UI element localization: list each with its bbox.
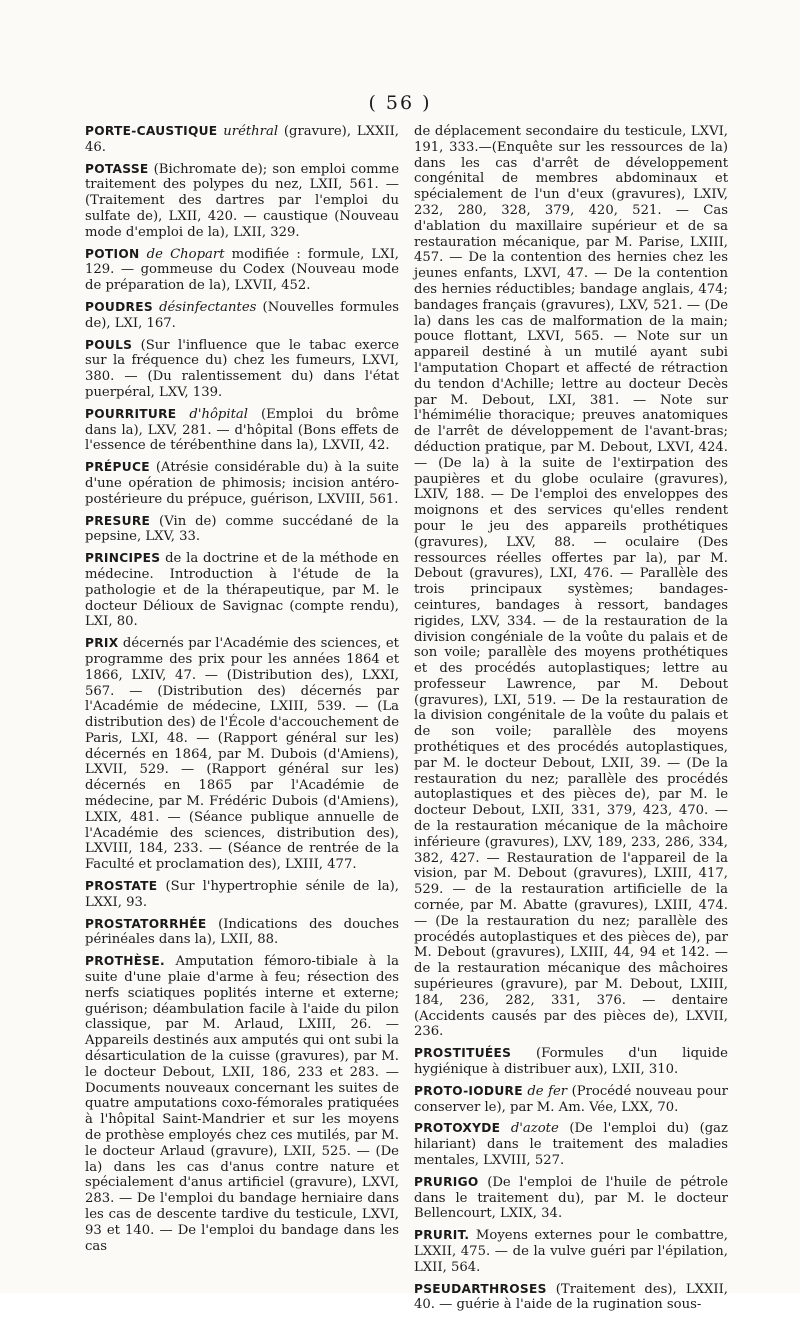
entry-text: (Nouvelles formules de), LXI, 167.	[85, 299, 399, 331]
entry-qualifier: désinfectantes	[159, 299, 257, 315]
entry-headword: POTASSE	[85, 161, 149, 176]
entry-headword: PROSTATE	[85, 879, 158, 894]
entry-headword: PRURIT.	[414, 1228, 470, 1243]
entry-text: (Emploi du brôme dans la), LXV, 281. — d'hôpital (Bons effets de l'essence de térébenthine dans la), LXVII, 42.	[85, 406, 399, 454]
index-entry	[85, 338, 399, 401]
index-entry	[85, 954, 399, 1254]
entry-text: (Vin de) comme succédané de la pepsine, LXV, 33.	[85, 513, 399, 545]
entry-headword: POURRITURE	[85, 406, 177, 421]
right-column	[414, 124, 728, 1319]
index-entry	[85, 514, 399, 546]
left-column	[85, 124, 399, 1260]
entry-text: Amputation fémoro-tibiale à la suite d'une plaie d'arme à feu; résection des nerfs sciatiques poplités interne et externe; guérison; déambulation facile à l'aide du pilon classique, par M. Arlaud, LXIII, 26. — Appareils destinés aux amputés qui ont subi la désarticulation de la cuisse (gravures), par M. le docteur Debout, LXII, 186, 233 et 283. — Documents nouveaux concernant les suites de quatre amputations coxo-fémorales pratiquées à l'hôpital Saint-Mandrier et sur les moyens de prothèse employés chez ces mutilés, par M. le docteur Arlaud (gravure), LXII, 525. — (De la) dans les cas d'anus contre nature et spécialement d'anus artificiel (gravure), LXVI, 283. — De l'emploi du bandage herniaire dans les cas de descente tardive du testicule, LXVI, 93 et 140. — De l'emploi du bandage dans les cas	[85, 954, 400, 1254]
entry-headword: PRURIGO	[414, 1174, 479, 1189]
entry-qualifier: uréthral	[223, 124, 279, 139]
index-entry	[85, 247, 399, 294]
entry-headword: PROSTATORRHÉE	[85, 916, 207, 931]
entry-text: de déplacement secondaire du testicule, LXVI, 191, 333.—(Enquête sur les ressources de la) dans les cas d'arrêt de développement congénital de membres abdominaux et spécialement de l'un d'eux (gravures), LXIV, 232, 280, 328, 379, 420, 521. — Cas d'ablation du maxillaire supérieur et de sa restauration mécanique, par M. Parise, LXIII, 457. — De la contention des hernies chez les jeunes enfants, LXVI, 47. — De la contention des hernies réductibles; bandage anglais, 474; bandages français (gravures), LXV, 521. — (De la) dans les cas de malformation de la main; pouce flottant, LXVI, 565. — Note sur un appareil destiné à un mutilé ayant subi l'amputation Chopart et affecté de rétraction du tendon d'Achille; lettre au docteur Decès par M. Debout, LXI, 381. — Note sur l'hémimélie thoracique; preuves anatomiques de l'arrêt de développement de l'avant-bras; déduction pratique, par M. Debout, LXVI, 424. — (De la) à la suite de l'extirpation des paupières et du globe oculaire (gravures), LXIV, 188. — De l'emploi des enveloppes des moignons et des services qu'elles rendent pour le jeu des appareils prothétiques (gravures), LXV, 88. — oculaire (Des ressources réelles offertes par la), par M. Debout (gravures), LXI, 476. — Parallèle des trois principaux systèmes; bandages-ceintures, bandages à ressort, bandages rigides, LXV, 334. — de la restauration de la division congéniale de la voûte du palais et de son voile; parallèle des moyens prothétiques et des procédés autoplastiques; lettre au professeur Lawrence, par M. Debout (gravures), LXI, 519. — De la restauration de la division congénitale de la voûte du palais et de son voile; parallèle des moyens prothétiques et des procédés autoplastiques, par M. le docteur Debout, LXII, 39. — (De la restauration du nez; parallèle des procédés autoplastiques et des pièces de), par M. le docteur Debout, LXII, 331, 379, 423, 470. — de la restauration mécanique de la mâchoire inférieure (gravures), LXV, 189, 233, 286, 334, 382, 427. — Restauration de l'appareil de la vision, par M. Debout (gravures), LXIII, 417, 529. — de la restauration artificielle de la cornée, par M. Abatte (gravures), LXIII, 474. — (De la restauration du nez; parallèle des procédés autoplastiques et des pièces de), par M. Debout (gravures), LXIII, 44, 94 et 142. — de la restauration mécanique des mâchoires supérieures (gravure), par M. Debout, LXIII, 184, 236, 282, 331, 376. — dentaire (Accidents causés par des pièces de), LXVII, 236.	[414, 124, 728, 1040]
entry-headword: PROTHÈSE.	[85, 954, 165, 969]
entry-qualifier: de Chopart	[146, 246, 225, 262]
index-entry-continued	[414, 124, 728, 1040]
index-entry	[414, 1282, 728, 1314]
entry-headword: PSEUDARTHROSES	[414, 1281, 547, 1296]
index-entry	[414, 1084, 728, 1116]
entry-headword: PROSTITUÉES	[414, 1046, 512, 1061]
index-entry	[85, 551, 399, 630]
entry-headword: PROTO-IODURE	[414, 1083, 523, 1098]
entry-headword: PROTOXYDE	[414, 1121, 501, 1136]
entry-headword: PRÉPUCE	[85, 460, 150, 475]
index-entry	[85, 407, 399, 454]
index-entry	[414, 1121, 728, 1168]
entry-headword: PRINCIPES	[85, 551, 161, 566]
entry-text: (Sur l'influence que le tabac exerce sur la fréquence du) chez les fumeurs, LXVI, 380. — (Du ralentissement du) dans l'état puerpéral, LXV, 139.	[85, 337, 399, 400]
entry-headword: POTION	[85, 246, 140, 261]
entry-headword: PORTE-CAUSTIQUE	[85, 124, 218, 138]
entry-text: (Procédé nouveau pour conserver le), par M. Am. Vée, LXX, 70.	[414, 1083, 728, 1115]
entry-qualifier: de fer	[527, 1083, 568, 1099]
entry-text: (De l'emploi de l'huile de pétrole dans le traitement du), par M. le docteur Bellencourt, LXIX, 34.	[414, 1174, 728, 1222]
index-entry	[85, 917, 399, 949]
index-entry	[85, 300, 399, 332]
entry-qualifier: d'hôpital	[189, 406, 248, 422]
page-number: ( 56 )	[368, 92, 432, 114]
index-entry	[414, 1046, 728, 1078]
entry-text: (Atrésie considérable du) à la suite d'une opération de phimosis; incision antéro-postérieure du prépuce, guérison, LXVIII, 561.	[85, 460, 399, 507]
entry-text: (Indications des douches périnéales dans la), LXII, 88.	[85, 916, 399, 948]
entry-text: (Sur l'hypertrophie sénile de la), LXXI, 93.	[85, 879, 399, 910]
entry-headword: POULS	[85, 337, 133, 352]
entry-text: (gravure), LXXII, 46.	[85, 124, 399, 155]
index-entry	[85, 124, 399, 156]
entry-text: Moyens externes pour le combattre, LXXII, 475. — de la vulve guéri par l'épilation, LXII, 564.	[414, 1228, 728, 1275]
entry-text: (Bichromate de); son emploi comme traitement des polypes du nez, LXII, 561. — (Traitement des dartres par l'emploi du sulfate de), LXII, 420. — caustique (Nouveau mode d'emploi de la), LXII, 329.	[85, 161, 399, 240]
index-entry	[85, 879, 399, 911]
entry-text: de la doctrine et de la méthode en médecine. Introduction à l'étude de la pathologie et de la thérapeutique, par M. le docteur Délioux de Savignac (compte rendu), LXI, 80.	[85, 551, 399, 630]
entry-headword: PRIX	[85, 636, 119, 651]
entry-text: (Formules d'un liquide hygiénique à distribuer aux), LXII, 310.	[414, 1046, 728, 1078]
entry-text: (De l'emploi du) (gaz hilariant) dans le traitement des maladies mentales, LXVIII, 527.	[414, 1121, 728, 1168]
index-entry	[85, 460, 399, 507]
entry-text: décernés par l'Académie des sciences, et programme des prix pour les années 1864 et 1866, LXIV, 47. — (Distribution des), LXXI, 567. — (Distribution des) décernés par l'Académie de médecine, LXIII, 539. — (La distribution des) de l'École d'accouchement de Paris, LXI, 48. — (Rapport général sur les) décernés en 1864, par M. Dubois (d'Amiens), LXVII, 529. — (Rapport général sur les) décernés en 1865 par l'Académie de médecine, par M. Frédéric Dubois (d'Amiens), LXIX, 481. — (Séance publique annuelle de l'Académie des sciences, distribution des), LXVIII, 184, 233. — (Séance de rentrée de la Faculté et proclamation des), LXIII, 477.	[85, 636, 399, 873]
index-entry	[414, 1175, 728, 1222]
entry-text: (Traitement des), LXXII, 40. — guérie à l'aide de la rugination sous-	[414, 1281, 728, 1313]
index-entry	[85, 162, 399, 241]
index-entry	[85, 636, 399, 873]
entry-headword: POUDRES	[85, 299, 153, 314]
entry-qualifier: d'azote	[510, 1121, 559, 1137]
entry-text: modifiée : formule, LXI, 129. — gommeuse du Codex (Nouveau mode de préparation de la), LXVII, 452.	[85, 246, 399, 294]
entry-headword: PRESURE	[85, 513, 151, 528]
index-entry	[414, 1228, 728, 1275]
